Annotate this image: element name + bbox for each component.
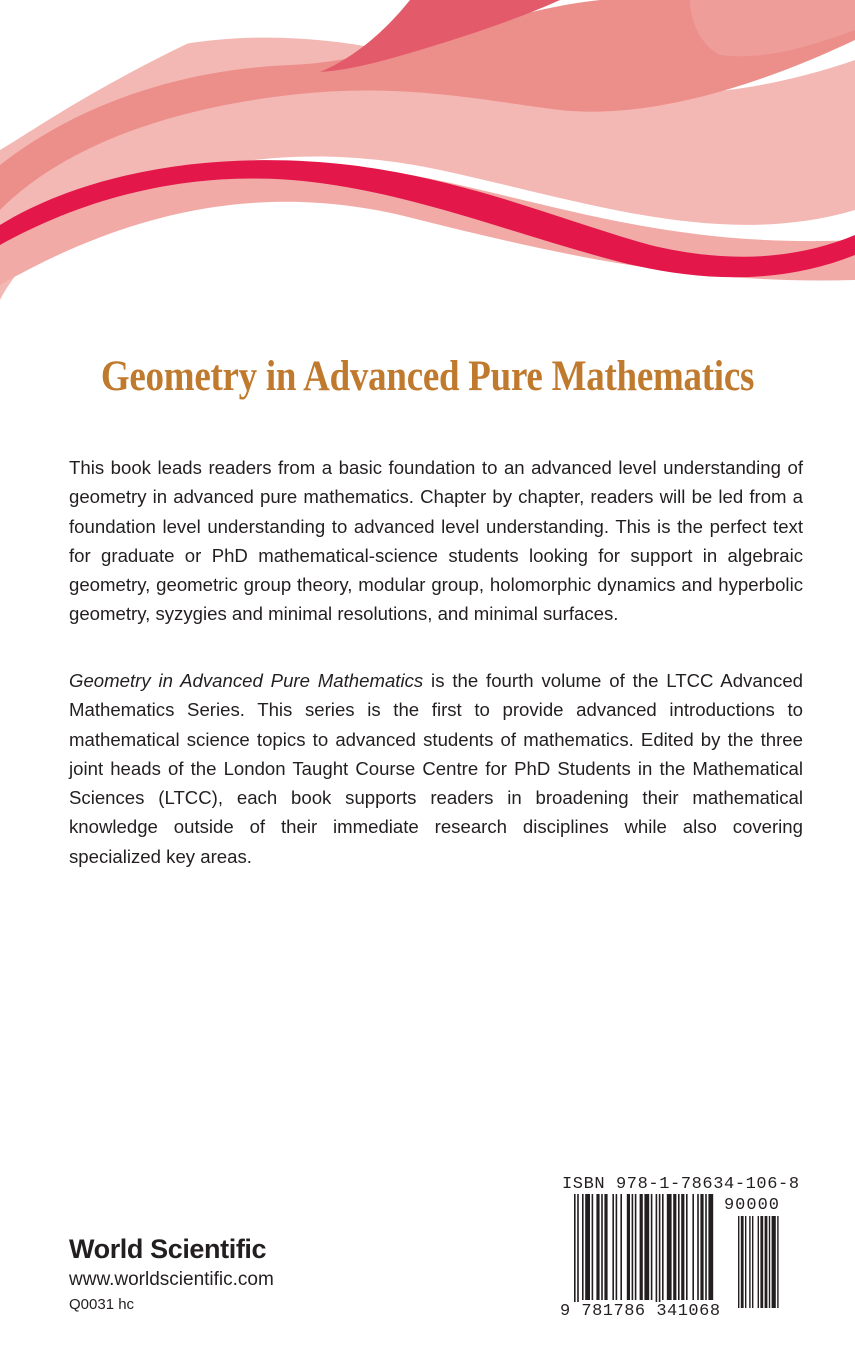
barcode-bar	[635, 1194, 637, 1300]
addon-barcode-bar	[777, 1216, 778, 1308]
barcode-bar	[667, 1194, 672, 1300]
ean-number: 9 781786 341068	[560, 1302, 721, 1321]
addon-barcode-bar	[752, 1216, 753, 1308]
barcode-bar	[705, 1194, 707, 1300]
barcode-bar	[632, 1194, 634, 1300]
barcode-bar	[659, 1194, 661, 1308]
publisher-url[interactable]: www.worldscientific.com	[69, 1269, 274, 1290]
barcode-bar	[708, 1194, 713, 1300]
barcode-bar	[678, 1194, 680, 1300]
barcode-bar	[604, 1194, 607, 1300]
publisher-name: World Scientific	[69, 1234, 267, 1264]
addon-barcode-bar	[745, 1216, 746, 1308]
price-code-label: 90000	[723, 1196, 780, 1215]
barcode-bar	[596, 1194, 599, 1300]
isbn-barcode-block	[560, 1175, 800, 1325]
barcode-bar	[616, 1194, 618, 1300]
addon-barcode-bar	[769, 1216, 770, 1308]
barcode-bar	[692, 1194, 694, 1300]
addon-barcode-bar	[738, 1216, 739, 1308]
barcode-bar	[700, 1194, 703, 1300]
barcode-bar	[620, 1194, 622, 1300]
series-description: is the fourth volume of the LTCC Advanced Mathematics Series. This series is the first to provide advanced introductions to mathematical science topics to advanced students of mathematics. Edited by the three joint heads of the London Taught Course Centre for PhD Students in the Mathematical Sciences (LTCC), each book supports readers in broadening their mathematical knowledge outside of their immediate research disciplines while also covering specialized key areas.	[69, 670, 803, 867]
publisher-block	[69, 1234, 274, 1315]
barcode-bar	[582, 1194, 584, 1300]
barcode-bar	[656, 1194, 658, 1308]
isbn-label: ISBN 978-1-78634-106-8	[562, 1175, 800, 1194]
addon-barcode-bar	[758, 1216, 759, 1308]
barcode-bar	[627, 1194, 630, 1300]
description-paragraph-1: This book leads readers from a basic foundation to an advanced level understanding of geometry in advanced pure mathematics. Chapter by chapter, readers will be led from a foundation level understanding to advanced level understanding. This is the perfect text for graduate or PhD mathematical-science students looking for support in algebraic geometry, geometric group theory, modular group, holomorphic dynamics and hyperbolic geometry, syzygies and minimal resolutions, and minimal surfaces.	[69, 457, 803, 625]
barcode-bar	[612, 1194, 614, 1300]
barcode-bar	[651, 1194, 653, 1300]
addon-barcode-bar	[765, 1216, 768, 1308]
barcode-bar	[644, 1194, 649, 1300]
barcode-bar	[640, 1194, 643, 1300]
barcode-bar	[697, 1194, 699, 1300]
barcode-bar	[686, 1194, 688, 1300]
decorative-wave-banner	[0, 0, 855, 300]
addon-barcode-bar	[772, 1216, 776, 1308]
barcode-bar	[574, 1194, 576, 1308]
addon-barcode-bar	[741, 1216, 744, 1308]
barcode-graphic	[560, 1194, 782, 1308]
barcode-bar	[601, 1194, 603, 1300]
barcode-bar	[673, 1194, 676, 1300]
description-paragraph-2	[69, 666, 803, 871]
barcode-bar	[681, 1194, 684, 1300]
barcode-bar	[662, 1194, 664, 1300]
barcode-bar	[585, 1194, 590, 1300]
product-code: Q0031 hc	[69, 1296, 135, 1313]
book-title: Geometry in Advanced Pure Mathematics	[100, 353, 755, 400]
barcode-bar	[592, 1194, 594, 1300]
barcode-bar	[577, 1194, 579, 1308]
series-book-title: Geometry in Advanced Pure Mathematics	[69, 670, 424, 691]
addon-barcode-bar	[749, 1216, 750, 1308]
addon-barcode-bar	[760, 1216, 763, 1308]
